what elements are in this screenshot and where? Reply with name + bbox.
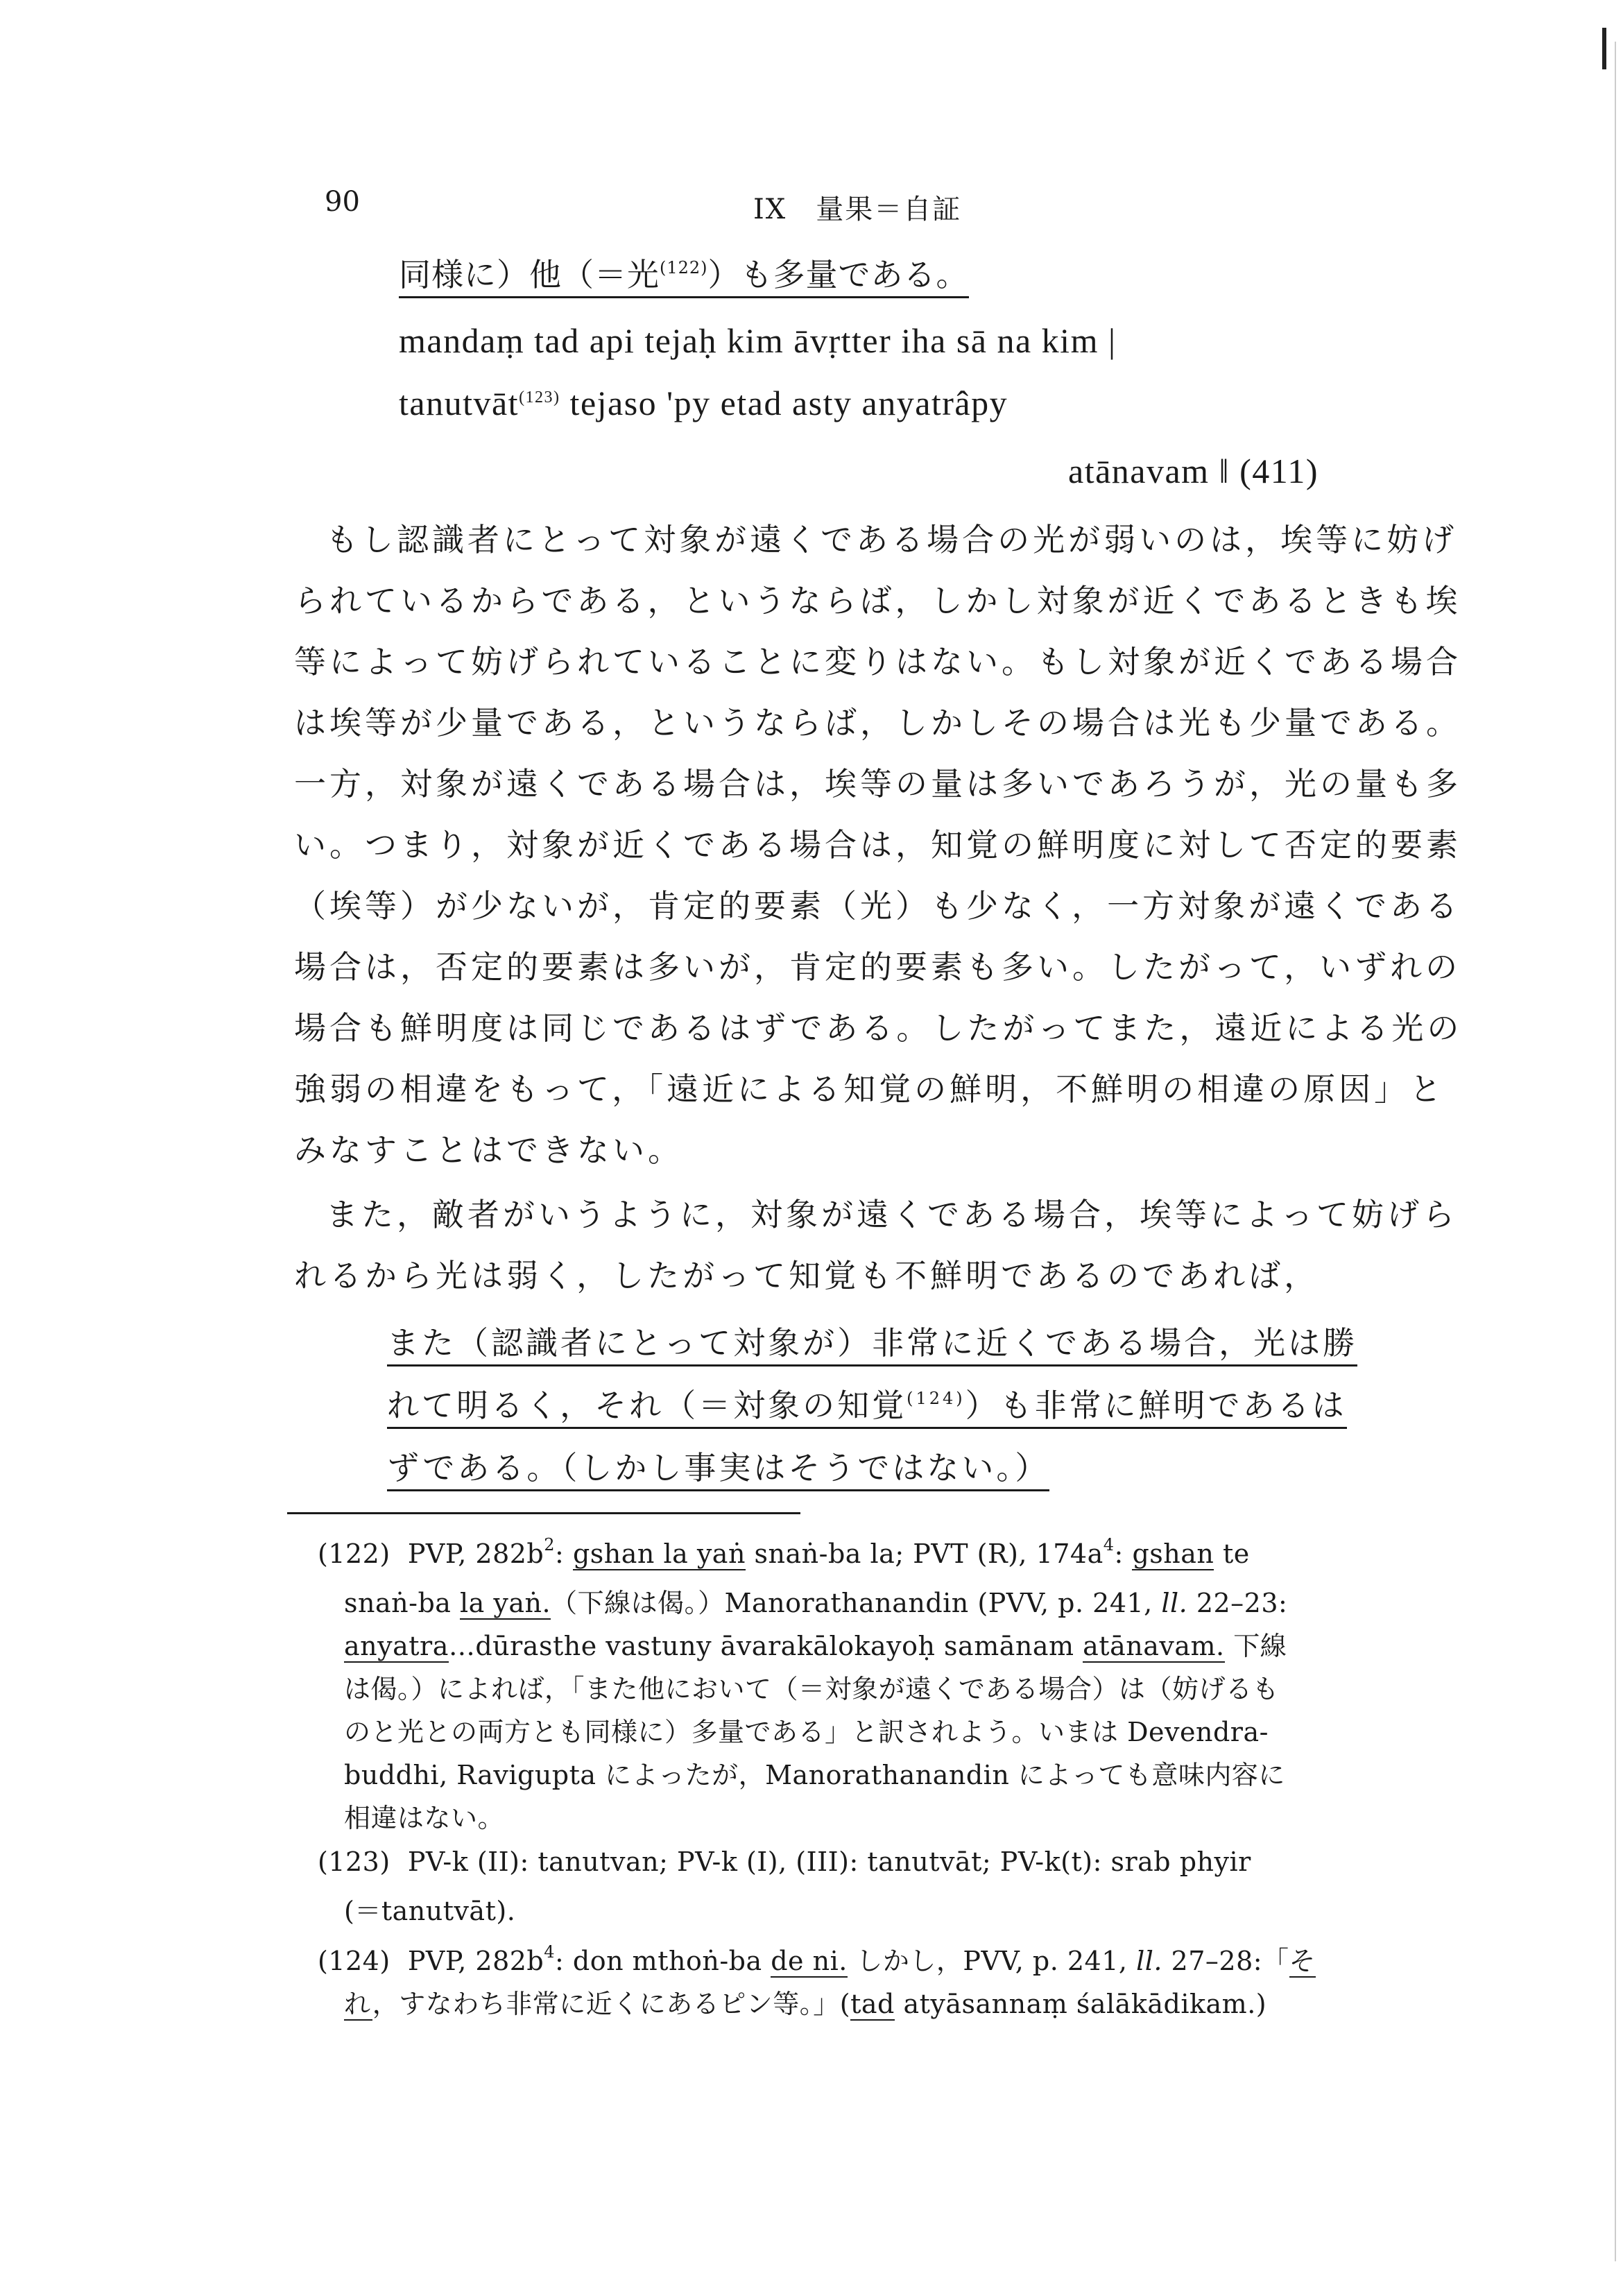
- footnote-122-line-3: anyatra…dūrasthe vastuny āvarakālokayoḥ samānam atānavam. 下線: [344, 1631, 1287, 1661]
- quote-line-1: [387, 1318, 1357, 1364]
- footnote-122-line-2: snaṅ-ba la yaṅ.（下線は偈。）Manorathanandin (PVV, p. 241, ll. 22–23:: [344, 1588, 1288, 1618]
- body-line-8: 場合は，否定的要素は多いが，肯定的要素も多い。したがって，いずれの: [294, 948, 1461, 986]
- body-line-5: 一方，対象が遠くである場合は，埃等の量は多いであろうが，光の量も多: [294, 765, 1461, 803]
- body-line-6: い。つまり，対象が近くである場合は，知覚の鮮明度に対して否定的要素: [294, 826, 1461, 864]
- footnote-124-line-1: (124) PVP, $282b^4$: don mthoṅ-ba de ni. しかし，PVV, p. 241, ll. 27–28:「そ: [318, 1942, 1316, 1976]
- footnote-ref-123[interactable]: (123): [519, 388, 560, 406]
- footnote-ref-122[interactable]: (122): [660, 258, 708, 277]
- footnote-123-line-1: (123) PV-k (II): tanutvan; PV-k (I), (III): tanutvāt; PV-k(t): srab phyir: [318, 1847, 1251, 1877]
- verse-line-3-text: tanutvāt: [399, 384, 519, 422]
- footnote-122-line-5: のと光との両方とも同様に）多量である」と訳されよう。いまは Devendra-: [344, 1717, 1269, 1747]
- body-line-7: （埃等）が少ないが，肯定的要素（光）も少なく，一方対象が遠くである: [294, 887, 1461, 925]
- verse-line-1-text: 同様に）他（＝光: [399, 256, 660, 293]
- running-title: IX 量果＝自証: [753, 194, 962, 225]
- body-line-10: 強弱の相違をもって，「遠近による知覚の鮮明，不鮮明の相違の原因」と: [294, 1070, 1445, 1108]
- body-line-11: みなすことはできない。: [294, 1131, 683, 1169]
- verse-line-3-end: tejaso 'py etad asty anyatrâpy: [560, 384, 1008, 422]
- quote-line-2-end: ）も非常に鮮明であるは: [965, 1387, 1347, 1424]
- body-line-3: 等によって妨げられていることに変りはない。もし対象が近くである場合: [294, 643, 1461, 680]
- footnote-122-line-1: (122) PVP, $282b^2$: gshan la yaṅ snaṅ-ba la; PVT (R), $174a^4$: gshan te: [318, 1535, 1250, 1569]
- footnote-123-number: (123): [318, 1847, 390, 1877]
- quote-line-1-text: また（認識者にとって対象が）非常に近くである場合，光は勝: [387, 1324, 1357, 1367]
- verse-line-1-end: ）も多量である。: [707, 256, 969, 293]
- quote-line-2-text: れて明るく，それ（＝対象の知覚: [387, 1387, 907, 1424]
- body-line-12: また，敵者がいうように，対象が遠くである場合，埃等によって妨げら: [326, 1196, 1458, 1233]
- body-line-1: もし認識者にとって対象が遠くである場合の光が弱いのは，埃等に妨げ: [326, 521, 1458, 558]
- scan-margin-edge: [1615, 42, 1616, 2261]
- verse-line-1: [399, 250, 969, 295]
- footnote-ref-124[interactable]: (124): [907, 1389, 965, 1408]
- page-number: 90: [325, 186, 360, 218]
- quote-line-2: [387, 1380, 1347, 1426]
- verse-line-1-underlined: [399, 256, 969, 298]
- body-line-9: 場合も鮮明度は同じであるはずである。したがってまた，遠近による光の: [294, 1009, 1463, 1047]
- footnote-separator: [287, 1512, 800, 1514]
- quote-line-3-text: ずである。（しかし事実はそうではない。）: [387, 1449, 1049, 1491]
- footnote-124-number: (124): [318, 1946, 390, 1976]
- body-line-4: は埃等が少量である，というならば，しかしその場合は光も少量である。: [294, 704, 1461, 742]
- verse-line-4: atānavam ‖ (411): [1068, 452, 1319, 490]
- quote-line-3: [387, 1443, 1049, 1489]
- verse-line-3: [399, 383, 1008, 423]
- footnote-122-line-7: 相違はない。: [344, 1803, 505, 1833]
- footnote-124-line-2: れ，すなわち非常に近くにあるピン等。」(tad atyāsannaṃ śalākādikam.): [344, 1989, 1267, 2019]
- footnote-122-line-6: buddhi, Ravigupta によったが，Manorathanandin によっても意味内容に: [344, 1760, 1285, 1790]
- verse-line-2: mandaṃ tad api tejaḥ kim āvṛtter iha sā na kim |: [399, 321, 1117, 360]
- scan-margin-mark: [1602, 28, 1606, 69]
- footnote-122-line-4: は偈。）によれば，「また他において（＝対象が遠くである場合）は（妨げるも: [344, 1674, 1280, 1704]
- body-line-13: れるから光は弱く，したがって知覚も不鮮明であるのであれば，: [294, 1257, 1320, 1294]
- body-line-2: られているからである，というならば，しかし対象が近くであるときも埃: [294, 582, 1461, 619]
- footnote-123-line-2: (＝tanutvāt).: [344, 1896, 516, 1926]
- footnote-122-number: (122): [318, 1539, 390, 1569]
